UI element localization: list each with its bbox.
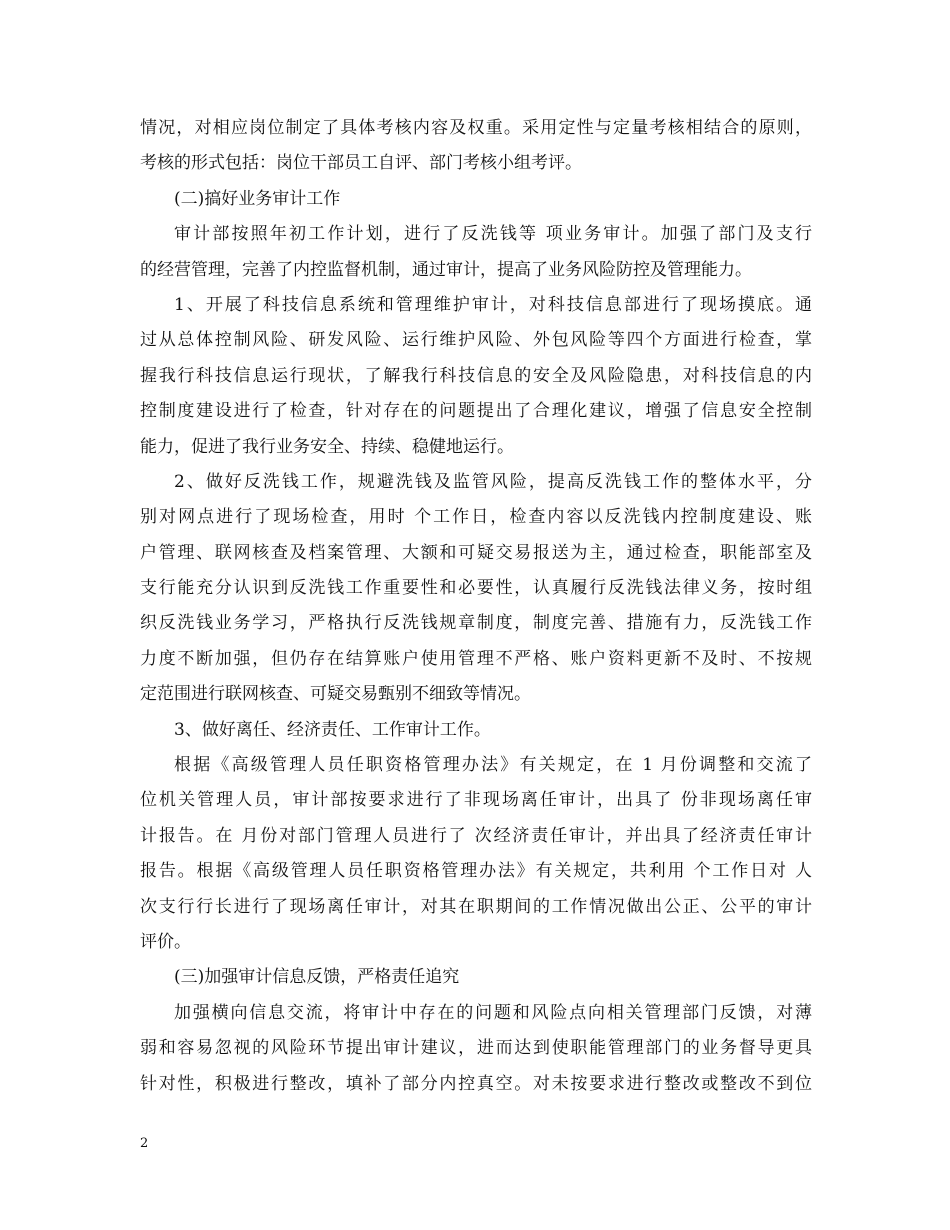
text-line: 控制度建设进行了检查，针对存在的问题提出了合理化建议，增强了信息安全控制: [140, 401, 812, 422]
text-line: 力度不断加强，但仍存在结算账户使用管理不严格、账户资料更新不及时、不按规: [140, 648, 812, 669]
text-line: 次支行行长进行了现场离任审计，对其在职期间的工作情况做出公正、公平的审计: [140, 896, 812, 917]
text-line: 支行能充分认识到反洗钱工作重要性和必要性，认真履行反洗钱法律义务，按时组: [140, 578, 812, 599]
text-line: 1、开展了科技信息系统和管理维护审计，对科技信息部进行了现场摸底。通: [174, 294, 812, 315]
text-line: 的经营管理，完善了内控监督机制，通过审计，提高了业务风险防控及管理能力。: [140, 259, 752, 280]
text-line: (二)搞好业务审计工作: [174, 188, 341, 209]
text-line: 加强横向信息交流，将审计中存在的问题和风险点向相关管理部门反馈，对薄: [174, 1002, 812, 1023]
text-line: 能力，促进了我行业务安全、持续、稳健地运行。: [140, 436, 514, 457]
document-body: [140, 111, 812, 1102]
text-line: 定范围进行联网核查、可疑交易甄别不细致等情况。: [140, 684, 531, 705]
text-line: 2、做好反洗钱工作，规避洗钱及监管风险，提高反洗钱工作的整体水平，分: [174, 471, 812, 492]
text-line: 情况，对相应岗位制定了具体考核内容及权重。采用定性与定量考核相结合的原则，: [140, 118, 812, 138]
text-line: 审计部按照年初工作计划，进行了反洗钱等 项业务审计。加强了部门及支行: [174, 224, 812, 245]
text-line: (三)加强审计信息反馈，严格责任追究: [174, 967, 460, 988]
text-line: 针对性，积极进行整改，填补了部分内控真空。对未按要求进行整改或整改不到位: [140, 1073, 812, 1094]
text-line: 计报告。在 月份对部门管理人员进行了 次经济责任审计，并出具了经济责任审计: [140, 825, 812, 846]
text-line: 握我行科技信息运行现状，了解我行科技信息的安全及风险隐患，对科技信息的内: [140, 365, 812, 386]
text-line: 报告。根据《高级管理人员任职资格管理办法》有关规定，共利用 个工作日对 人: [140, 861, 812, 882]
text-line: 考核的形式包括：岗位干部员工自评、部门考核小组考评。: [140, 153, 582, 174]
text-line: 位机关管理人员，审计部按要求进行了非现场离任审计，出具了 份非现场离任审: [140, 790, 812, 811]
text-line: 3、做好离任、经济责任、工作审计工作。: [174, 719, 491, 740]
text-line: 评价。: [140, 931, 191, 952]
text-line: 根据《高级管理人员任职资格管理办法》有关规定，在 1 月份调整和交流了: [174, 755, 812, 776]
text-line: 过从总体控制风险、研发风险、运行维护风险、外包风险等四个方面进行检查，掌: [140, 330, 812, 351]
page-number: 2: [140, 1136, 149, 1151]
text-line: 织反洗钱业务学习，严格执行反洗钱规章制度，制度完善、措施有力，反洗钱工作: [140, 613, 812, 634]
text-line: 户管理、联网核查及档案管理、大额和可疑交易报送为主，通过检查，职能部室及: [140, 542, 812, 563]
text-line: 别对网点进行了现场检查，用时 个工作日，检查内容以反洗钱内控制度建设、账: [140, 507, 812, 528]
text-line: 弱和容易忽视的风险环节提出审计建议，进而达到使职能管理部门的业务督导更具: [140, 1038, 812, 1059]
